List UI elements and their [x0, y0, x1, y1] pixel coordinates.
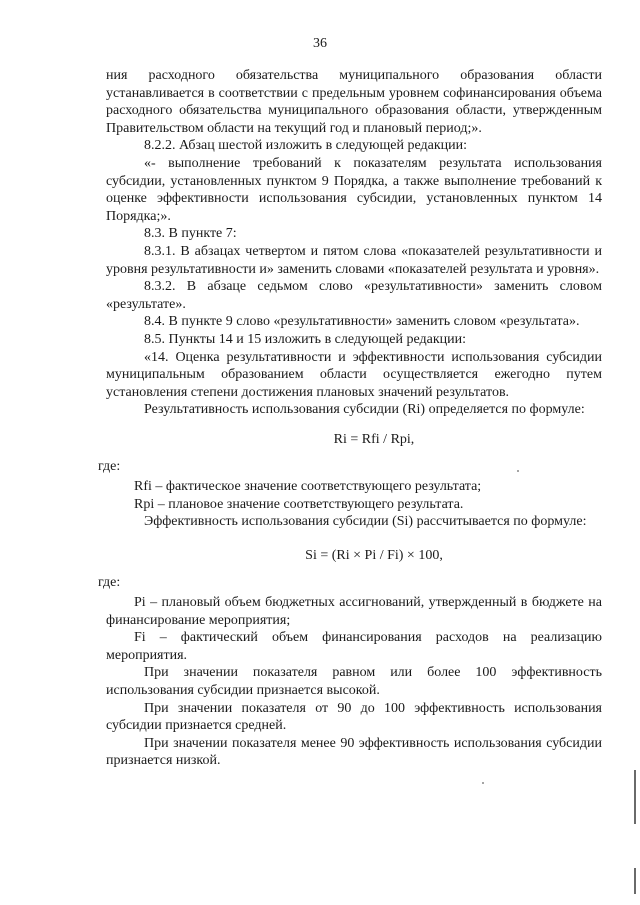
paragraph: При значении показателя менее 90 эффективность использования субсидии признается низкой. — [106, 735, 602, 769]
paragraph: Эффективность использования субсидии (Si) рассчитывается по формуле: — [144, 514, 587, 530]
definition: Rpi – плановое значение соответствующего результата. — [134, 496, 464, 512]
paragraph: 8.3. В пункте 7: — [144, 226, 237, 242]
paragraph: При значении показателя от 90 до 100 эффективность использования субсидии признается средней. — [106, 700, 602, 734]
scan-edge-mark — [634, 868, 636, 894]
where-label: где: — [98, 459, 121, 475]
paragraph: «14. Оценка результативности и эффективности использования субсидии муниципальным образованием области осуществляется ежегодно путем установления степени достижения плановых значений результатов. — [106, 349, 602, 400]
scan-edge-mark — [634, 770, 636, 824]
where-label: где: — [98, 575, 121, 591]
paragraph: 8.3.2. В абзаце седьмом слово «результативности» заменить словом «результате». — [106, 279, 602, 312]
paragraph: 8.5. Пункты 14 и 15 изложить в следующей редакции: — [144, 331, 467, 347]
paragraph: ния расходного обязательства муниципального образования области устанавливается в соответствии с предельным уровнем софинансирования объема расходного обязательства муниципального образования области, утвержденным Правительством области на текущий год и плановый период;». — [106, 68, 602, 136]
paragraph: 8.2.2. Абзац шестой изложить в следующей редакции: — [144, 138, 468, 154]
formula-ri: Ri = Rfi / Rpi, — [333, 431, 415, 447]
paragraph: 8.3.1. В абзацах четвертом и пятом слова «показателей результативности и уровня результативности и» заменить словами «показателей результата и уровня». — [106, 243, 602, 277]
paragraph: При значении показателя равном или более 100 эффективность использования субсидии признается высокой. — [106, 665, 602, 698]
scan-speck — [482, 782, 484, 784]
paragraph: Результативность использования субсидии (Ri) определяется по формуле: — [144, 402, 585, 418]
paragraph: «- выполнение требований к показателям результата использования субсидии, установленных пунктом 9 Порядка, а также выполнение требований к оценке эффективности использования субсидии, установленных пунктом 14 Порядка;». — [106, 155, 602, 224]
definition: Pi – плановый объем бюджетных ассигнований, утвержденный в бюджете на финансирование мероприятия; — [106, 595, 602, 628]
definition: Rfi – фактическое значение соответствующего результата; — [134, 479, 482, 495]
scan-speck — [517, 470, 519, 472]
document-body — [98, 67, 602, 770]
formula-si: Si = (Ri × Pi / Fi) × 100, — [305, 547, 443, 563]
page-number: 36 — [313, 36, 327, 51]
paragraph: 8.4. В пункте 9 слово «результативности» заменить словом «результата». — [144, 314, 580, 330]
definition: Fi – фактический объем финансирования расходов на реализацию мероприятия. — [106, 630, 602, 663]
